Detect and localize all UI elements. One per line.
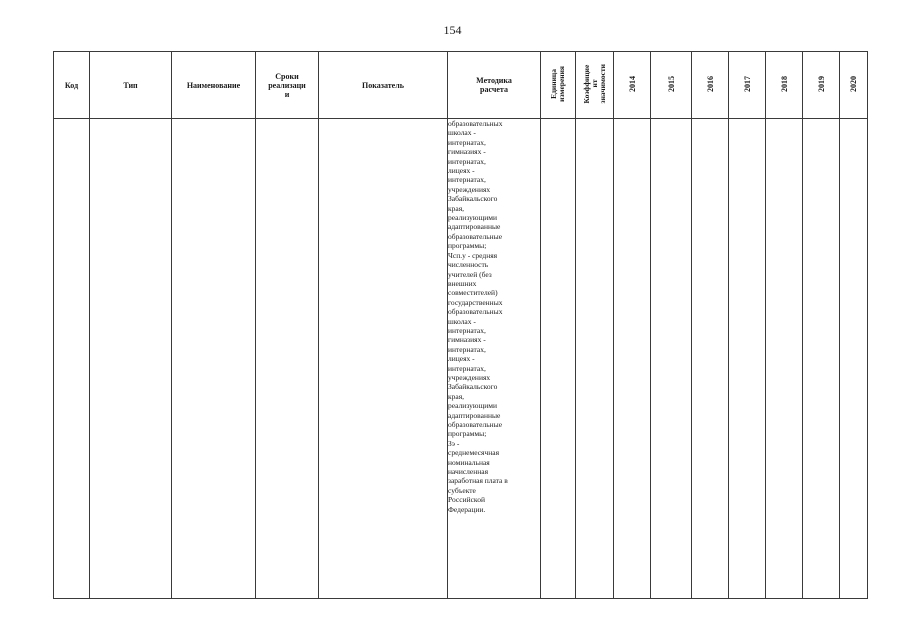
year-label: 2017 (742, 76, 752, 92)
method-text-line: внешних (448, 278, 477, 288)
year-label: 2019 (816, 76, 826, 92)
header-sroki-line-3: и (284, 89, 290, 99)
cell-2020 (840, 119, 868, 599)
year-label: 2016 (705, 76, 715, 92)
header-year-2015 (651, 52, 692, 119)
header-naimenovanie: Наименование (172, 52, 256, 119)
method-text-line: края, (448, 391, 465, 401)
header-edinica-line-2: измерения (557, 66, 566, 102)
method-text-line: образовательных (448, 119, 503, 128)
method-text-line: образовательных (448, 307, 503, 317)
method-text-line: Забайкальского (448, 382, 498, 392)
cell-2014 (614, 119, 651, 599)
method-text-line: интернатах, (448, 325, 486, 335)
method-text-line: школах - (448, 128, 476, 138)
header-sroki (256, 52, 319, 119)
header-sroki-line-1: Сроки (275, 71, 299, 81)
cell-2015 (651, 119, 692, 599)
cell-tip (90, 119, 172, 599)
header-row (54, 52, 868, 119)
method-text-line: совместителей) (448, 288, 498, 298)
cell-edinica (541, 119, 576, 599)
header-year-2014 (614, 52, 651, 119)
method-text-line: интернатах, (448, 363, 486, 373)
cell-2019 (803, 119, 840, 599)
method-text-line: лицеях - (448, 354, 475, 364)
method-text-line: учителей (без (448, 269, 492, 279)
method-text-line: численность (448, 260, 489, 270)
method-text-line: лицеях - (448, 166, 475, 176)
method-text-line: Забайкальского (448, 194, 498, 204)
header-metodika-line-2: расчета (480, 85, 508, 94)
cell-koefficient (576, 119, 614, 599)
header-edinica (541, 52, 576, 119)
method-text-line: гимназиях - (448, 335, 486, 345)
header-year-2018 (766, 52, 803, 119)
method-text-line: интернатах, (448, 137, 486, 147)
method-text-line: гимназиях - (448, 147, 486, 157)
cell-naimenovanie (172, 119, 256, 599)
method-text-line: интернатах, (448, 344, 486, 354)
method-text-line: адаптированные (448, 410, 501, 420)
method-text-line: интернатах, (448, 156, 486, 166)
method-text-line: субъекте (448, 485, 476, 495)
method-text-line: Федерации. (448, 504, 486, 514)
cell-metodika (448, 119, 541, 599)
header-year-2020 (840, 52, 868, 119)
year-label: 2018 (779, 76, 789, 92)
header-sroki-line-2: реализаци (268, 80, 306, 90)
method-text-line: Зэ - (448, 438, 460, 448)
header-koefficient-line-3: значимости (597, 64, 607, 104)
method-text-line: государственных (448, 297, 503, 307)
header-year-2019 (803, 52, 840, 119)
method-text-line: реализующими (448, 213, 498, 223)
method-text-line: адаптированные (448, 222, 501, 232)
method-text-line: программы; (448, 429, 487, 439)
header-kod: Код (54, 52, 90, 119)
header-year-2017 (729, 52, 766, 119)
method-text-line: реализующими (448, 401, 498, 411)
method-text-line: Чсп.у - средняя (448, 250, 498, 260)
header-tip: Тип (90, 52, 172, 119)
header-metodika-line-1: Методика (476, 76, 512, 85)
year-label: 2020 (849, 76, 858, 92)
method-text-line: заработная плата в (448, 476, 508, 486)
method-text-line: Российской (448, 495, 485, 505)
cell-2018 (766, 119, 803, 599)
method-text-line: школах - (448, 316, 476, 326)
method-text-line: образовательные (448, 420, 503, 429)
year-label: 2014 (627, 76, 637, 92)
method-text-line: интернатах, (448, 175, 486, 185)
header-pokazatel: Показатель (319, 52, 448, 119)
method-text-line: начисленная (448, 467, 489, 477)
method-text-line: края, (448, 203, 465, 213)
indicator-table (53, 51, 868, 599)
cell-2016 (692, 119, 729, 599)
cell-2017 (729, 119, 766, 599)
method-text-line: программы; (448, 241, 487, 251)
method-text-line: учреждениях (448, 372, 491, 382)
page-number: 154 (443, 23, 462, 37)
cell-pokazatel (319, 119, 448, 599)
method-text-line: номинальная (448, 457, 490, 467)
method-text-line: образовательные (448, 231, 503, 241)
header-koefficient-line-1: Коэффицие (581, 64, 591, 104)
table-row (54, 119, 868, 599)
cell-sroki (256, 119, 319, 599)
header-metodika (448, 52, 541, 119)
header-year-2016 (692, 52, 729, 119)
method-text-line: учреждениях (448, 184, 491, 194)
header-koefficient-line-2: нт (589, 80, 599, 89)
method-text-line: среднемесячная (448, 448, 500, 458)
year-label: 2015 (666, 76, 676, 92)
cell-kod (54, 119, 90, 599)
header-koefficient (576, 52, 614, 119)
header-edinica-line-1: Единица (549, 69, 558, 99)
